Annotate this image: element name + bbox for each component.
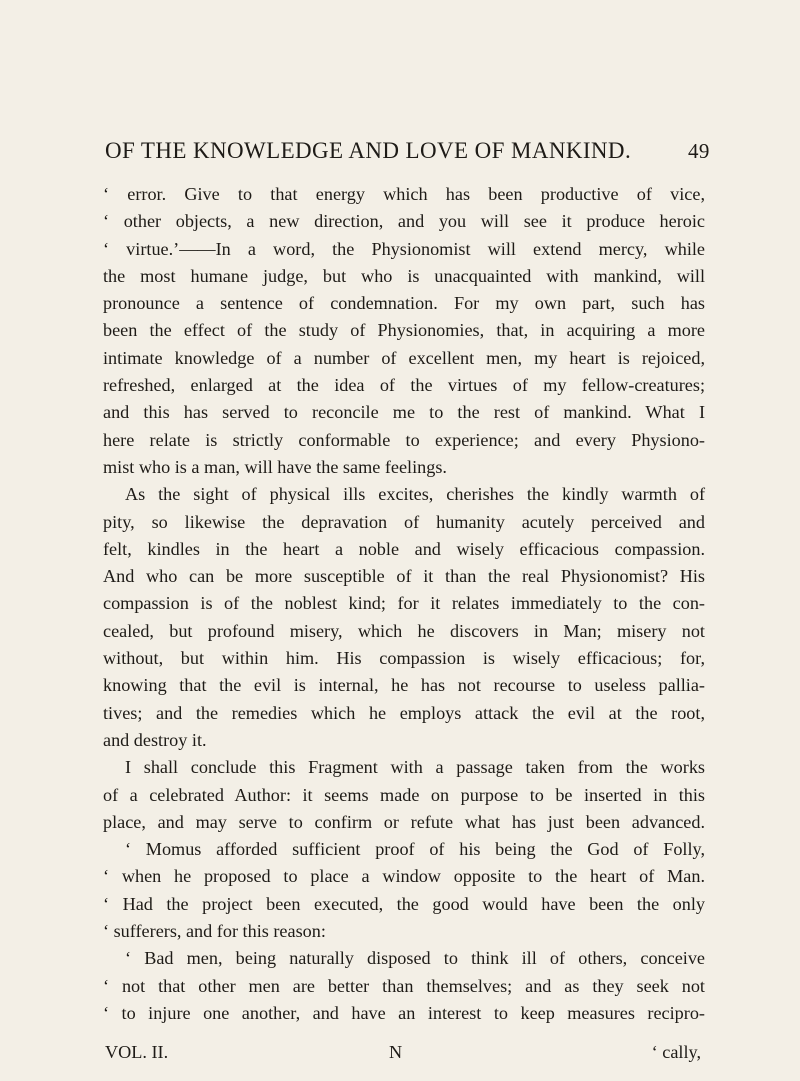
text-line: refreshed, enlarged at the idea of the virtues of my fellow-creatures; [103,375,705,396]
text-line: and destroy it. [103,729,207,750]
text-line: I shall conclude this Fragment with a passage taken from the works [125,757,705,778]
text-line: mist who is a man, will have the same feelings. [103,456,447,477]
text-line: intimate knowledge of a number of excellent men, my heart is rejoiced, [103,347,705,368]
text-line: without, but within him. His compassion is wisely efficacious; for, [103,648,705,669]
text-line: tives; and the remedies which he employs attack the evil at the root, [103,702,705,723]
body-text [103,181,705,1027]
volume-label: VOL. II. [105,1042,169,1062]
text-line: been the effect of the study of Physionomies, that, in acquiring a more [103,320,705,341]
text-line: of a celebrated Author: it seems made on purpose to be inserted in this [103,784,705,805]
running-title: OF THE KNOWLEDGE AND LOVE OF MANKIND. [105,138,632,163]
text-line: And who can be more susceptible of it than the real Physionomist? His [103,566,705,587]
text-line: ‘ to injure one another, and have an interest to keep measures recipro- [103,1002,705,1023]
text-line: As the sight of physical ills excites, cherishes the kindly warmth of [125,484,705,505]
page-number: 49 [688,139,710,163]
text-line: ‘ when he proposed to place a window opposite to the heart of Man. [103,866,705,887]
text-line: cealed, but profound misery, which he discovers in Man; misery not [103,620,705,641]
catchword: ‘ cally, [651,1042,701,1062]
page-footer [105,1042,705,1068]
text-line: here relate is strictly conformable to experience; and every Physiono- [103,429,705,450]
text-line: place, and may serve to confirm or refute what has just been advanced. [103,811,705,832]
text-line: the most humane judge, but who is unacquainted with mankind, will [103,265,705,286]
text-line: ‘ error. Give to that energy which has been productive of vice, [103,184,705,204]
text-line: and this has served to reconcile me to the rest of mankind. What I [103,402,705,423]
text-line: ‘ virtue.’——In a word, the Physionomist will extend mercy, while [103,238,705,259]
text-line: knowing that the evil is internal, he has not recourse to useless pallia- [103,675,705,696]
text-line: ‘ not that other men are better than themselves; and as they seek not [103,975,705,996]
text-line: felt, kindles in the heart a noble and wisely efficacious compassion. [103,538,705,559]
text-line: pronounce a sentence of condemnation. For my own part, such has [103,293,705,314]
text-line: ‘ other objects, a new direction, and you will see it produce heroic [103,211,705,232]
text-line: pity, so likewise the depravation of humanity acutely perceived and [103,511,705,532]
text-line: ‘ Bad men, being naturally disposed to think ill of others, conceive [125,948,705,969]
signature-mark: N [389,1042,403,1062]
text-line: ‘ Had the project been executed, the good would have been the only [103,893,705,914]
running-header [105,138,710,164]
text-line: ‘ sufferers, and for this reason: [103,921,326,942]
text-line: compassion is of the noblest kind; for it relates immediately to the con- [103,593,705,614]
text-line: ‘ Momus afforded sufficient proof of his being the God of Folly, [125,839,705,860]
